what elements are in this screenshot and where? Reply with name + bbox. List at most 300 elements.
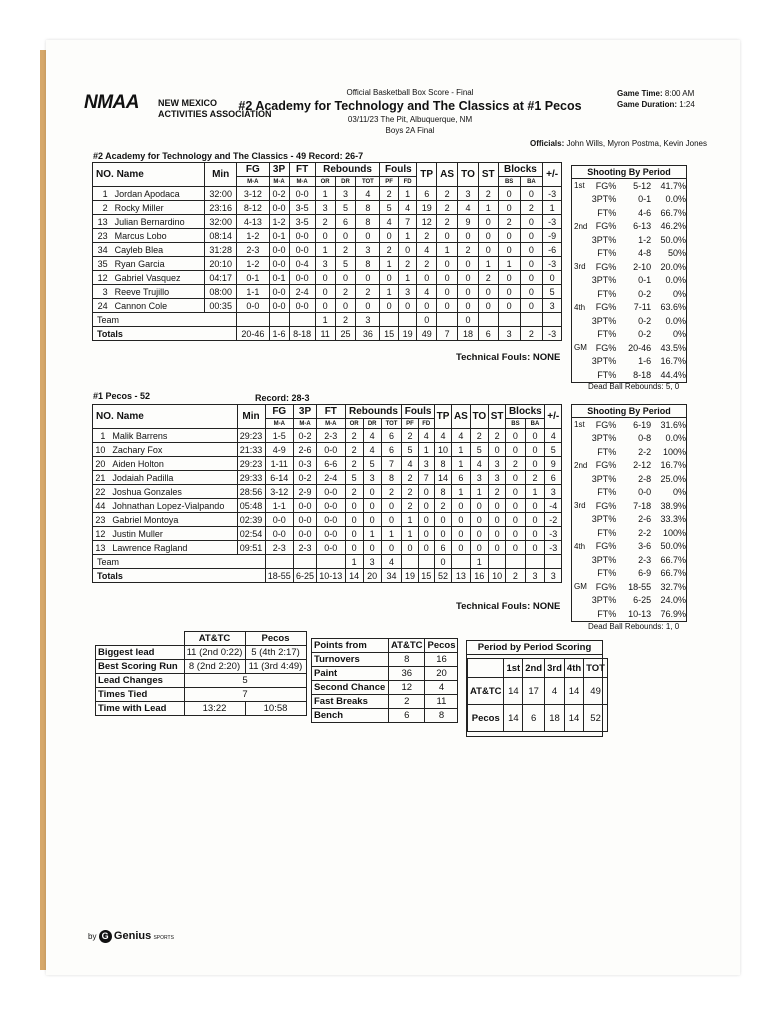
stat-dr: 0	[363, 499, 381, 513]
summary-label: Lead Changes	[96, 674, 185, 688]
stat-pm: -4	[545, 499, 562, 513]
team1-boxscore	[92, 162, 562, 341]
total-tot: 36	[356, 327, 380, 341]
col-3p: 3P	[269, 163, 289, 177]
stat-fg: 2-3	[237, 243, 269, 257]
stat-tot: 8	[381, 471, 402, 485]
period-team-name: AT&TC	[468, 678, 504, 705]
stat-pm: 3	[545, 485, 562, 499]
made-attempted: 2-8	[638, 473, 652, 484]
col-as: AS	[452, 405, 471, 429]
points-row	[312, 695, 458, 709]
empty-cell	[294, 555, 317, 569]
team1-shooting-by-period	[571, 165, 687, 383]
stat-tp3: 0-1	[269, 229, 289, 243]
stat-ba: 0	[520, 299, 543, 313]
stat-pf: 1	[380, 257, 398, 271]
made-attempted: 6-9	[638, 568, 652, 579]
col-rebounds: Rebounds	[345, 405, 402, 419]
shooting-row	[572, 274, 686, 288]
stat-type: 3PT%	[591, 595, 617, 606]
stat-as: 2	[437, 201, 458, 215]
player-number: 34	[93, 243, 111, 257]
stat-pf: 4	[380, 215, 398, 229]
stat-or: 2	[345, 429, 363, 443]
period-header: 2nd	[523, 659, 545, 678]
stat-as: 0	[437, 271, 458, 285]
stat-tp3: 2-3	[294, 541, 317, 555]
stat-bs: 0	[506, 499, 525, 513]
event-name: Boys 2A Final	[385, 126, 435, 135]
stat-ft: 0-0	[289, 271, 315, 285]
empty-cell	[506, 555, 525, 569]
stat-ft: 0-0	[317, 541, 346, 555]
stat-to: 0	[470, 527, 488, 541]
stat-as: 2	[437, 187, 458, 201]
stat-pf: 5	[402, 443, 418, 457]
stat-dr: 4	[363, 443, 381, 457]
stat-dr: 0	[335, 271, 356, 285]
points-header-row	[312, 639, 458, 653]
stat-st: 2	[488, 429, 505, 443]
total-ft: 10-13	[317, 569, 346, 583]
stat-ba: 2	[525, 471, 545, 485]
total-fg: 20-46	[237, 327, 269, 341]
made-attempted: 1-6	[638, 356, 652, 367]
col-name: NO. Name	[93, 405, 238, 429]
points-pecos: 11	[425, 695, 458, 709]
stat-fg: 0-0	[265, 527, 294, 541]
player-min: 29:33	[237, 471, 265, 485]
made-attempted: 0-2	[638, 315, 652, 326]
totals-row	[93, 569, 562, 583]
made-attempted: 7-18	[633, 500, 652, 511]
player-min: 02:39	[237, 513, 265, 527]
stat-or: 0	[345, 513, 363, 527]
stat-pf: 1	[402, 527, 418, 541]
stat-bs: 0	[498, 271, 520, 285]
summary-blank	[96, 632, 185, 646]
stat-tp3: 2-9	[294, 485, 317, 499]
stat-tot: 8	[356, 257, 380, 271]
points-attc: 8	[389, 653, 425, 667]
shooting-row	[572, 314, 686, 328]
player-name: Jordan Apodaca	[111, 187, 205, 201]
stat-bs: 0	[506, 443, 525, 457]
stat-fg: 1-5	[265, 429, 294, 443]
stat-ft: 2-3	[317, 429, 346, 443]
stat-tp3: 0-1	[269, 271, 289, 285]
summary-row	[96, 702, 307, 716]
player-min: 28:56	[237, 485, 265, 499]
stat-type: FG%	[595, 460, 617, 471]
period-score: 14	[504, 705, 523, 732]
player-number: 20	[93, 457, 109, 471]
stat-fg: 1-2	[237, 257, 269, 271]
stat-dr: 6	[335, 215, 356, 229]
stat-tot: 0	[381, 541, 402, 555]
percentage: 24.0%	[660, 595, 687, 606]
stat-fd: 1	[418, 443, 434, 457]
points-pecos: 20	[425, 667, 458, 681]
empty-cell	[488, 555, 505, 569]
made-attempted: 6-13	[633, 221, 652, 232]
stat-ba: 0	[525, 513, 545, 527]
col-name: NO. Name	[93, 163, 205, 187]
player-number: 13	[93, 215, 111, 229]
player-row	[93, 285, 562, 299]
stat-tot: 1	[381, 527, 402, 541]
stat-to: 9	[458, 215, 479, 229]
player-name: Reeve Trujillo	[111, 285, 205, 299]
stat-tp: 0	[434, 513, 451, 527]
stat-tot: 0	[381, 513, 402, 527]
stat-pf: 0	[380, 229, 398, 243]
player-name: Lawrence Ragland	[108, 541, 237, 555]
stat-tp: 8	[434, 485, 451, 499]
stat-tp: 8	[434, 457, 451, 471]
stat-as: 0	[437, 285, 458, 299]
stat-ba: 0	[520, 229, 543, 243]
total-ft: 8-18	[289, 327, 315, 341]
stat-tp3: 0-0	[269, 299, 289, 313]
stat-bs: 0	[506, 471, 525, 485]
stat-pf: 4	[402, 457, 418, 471]
percentage: 50%	[668, 248, 687, 259]
total-to: 18	[458, 327, 479, 341]
stat-ba: 0	[520, 187, 543, 201]
col-fg: FG	[237, 163, 269, 177]
stat-fd: 1	[398, 229, 417, 243]
shooting-row	[572, 459, 686, 473]
player-name: Malik Barrens	[108, 429, 237, 443]
sub-pf: PF	[380, 177, 398, 187]
stat-ba: 0	[520, 215, 543, 229]
percentage: 63.6%	[660, 302, 687, 313]
empty-cell	[380, 313, 398, 327]
stat-ft: 0-4	[289, 257, 315, 271]
points-col-attc: AT&TC	[389, 639, 425, 653]
player-name: Johnathan Lopez-Vialpando	[108, 499, 237, 513]
stat-type: FG%	[595, 261, 617, 272]
player-name: Justin Muller	[108, 527, 237, 541]
stat-ft: 0-0	[289, 187, 315, 201]
percentage: 41.7%	[660, 180, 687, 191]
stat-as: 1	[452, 485, 471, 499]
period-header-row	[468, 659, 608, 678]
sub-ma: M-A	[294, 419, 317, 429]
player-row	[93, 257, 562, 271]
stat-ba: 0	[525, 457, 545, 471]
stat-ba: 0	[520, 257, 543, 271]
period-label: 1st	[574, 181, 585, 191]
stat-as: 1	[452, 443, 471, 457]
empty-cell	[237, 313, 269, 327]
player-row	[93, 471, 562, 485]
stat-to: 0	[458, 257, 479, 271]
period-score: 17	[523, 678, 545, 705]
stat-fd: 0	[418, 485, 434, 499]
stat-as: 0	[437, 299, 458, 313]
points-rows	[312, 653, 458, 723]
period-team-row	[468, 678, 608, 705]
stat-st: 0	[488, 499, 505, 513]
stat-fg: 4-9	[265, 443, 294, 457]
team2-record: Record: 28-3	[255, 393, 310, 403]
player-min: 21:33	[237, 443, 265, 457]
player-min: 20:10	[205, 257, 237, 271]
empty-cell	[545, 555, 562, 569]
made-attempted: 0-0	[638, 487, 652, 498]
shooting-row	[572, 607, 686, 621]
stat-pm: 4	[545, 429, 562, 443]
player-number: 24	[93, 299, 111, 313]
stat-pm: -6	[543, 243, 562, 257]
summary-row	[96, 660, 307, 674]
period-score: 49	[584, 678, 608, 705]
stat-pm: -3	[543, 257, 562, 271]
stat-tp: 0	[434, 527, 451, 541]
points-attc: 12	[389, 681, 425, 695]
sub-ma: M-A	[317, 419, 346, 429]
total-as: 7	[437, 327, 458, 341]
stat-ft: 0-0	[317, 485, 346, 499]
player-name: Julian Bernardino	[111, 215, 205, 229]
shooting-row	[572, 580, 686, 594]
made-attempted: 0-2	[638, 329, 652, 340]
stat-type: FT%	[597, 568, 617, 579]
stat-ba: 0	[525, 443, 545, 457]
points-col-pecos: Pecos	[425, 639, 458, 653]
stat-tot: 4	[356, 187, 380, 201]
summary-attc: 11 (2nd 0:22)	[184, 646, 245, 660]
player-number: 12	[93, 527, 109, 541]
stat-bs: 0	[506, 527, 525, 541]
stat-st: 0	[478, 215, 498, 229]
stat-type: FT%	[597, 608, 617, 619]
percentage: 0.0%	[665, 194, 687, 205]
made-attempted: 2-12	[633, 460, 652, 471]
stat-ft: 0-0	[289, 229, 315, 243]
player-row	[93, 541, 562, 555]
period-scoring-box	[466, 640, 603, 737]
stat-tot: 0	[356, 299, 380, 313]
total-fd: 19	[398, 327, 417, 341]
stat-as: 0	[452, 527, 471, 541]
col-rebounds: Rebounds	[315, 163, 380, 177]
stat-dr: 0	[363, 513, 381, 527]
stat-st: 0	[478, 229, 498, 243]
percentage: 33.3%	[660, 514, 687, 525]
percentage: 76.9%	[660, 608, 687, 619]
points-attc: 6	[389, 709, 425, 723]
summary-attc: 8 (2nd 2:20)	[184, 660, 245, 674]
stat-bs: 0	[498, 229, 520, 243]
stat-or: 0	[315, 285, 335, 299]
percentage: 66.7%	[660, 554, 687, 565]
stat-or: 0	[315, 229, 335, 243]
game-duration: Game Duration: 1:24	[617, 100, 695, 109]
stat-type: FG%	[595, 221, 617, 232]
stat-bs: 0	[498, 187, 520, 201]
stat-type: FT%	[597, 329, 617, 340]
player-number: 35	[93, 257, 111, 271]
col-to: TO	[458, 163, 479, 187]
col-to: TO	[470, 405, 488, 429]
empty-cell	[269, 313, 289, 327]
player-name: Zachary Fox	[108, 443, 237, 457]
stat-dr: 3	[363, 471, 381, 485]
percentage: 46.2%	[660, 221, 687, 232]
stat-to: 0	[458, 299, 479, 313]
stat-pf: 0	[380, 271, 398, 285]
stat-type: FG%	[595, 302, 617, 313]
shooting-row	[572, 594, 686, 608]
stat-ft: 0-0	[317, 527, 346, 541]
stat-st: 0	[478, 243, 498, 257]
summary-col-pecos: Pecos	[245, 632, 306, 646]
stat-as: 0	[452, 541, 471, 555]
team2-boxscore	[92, 404, 562, 583]
stat-or: 0	[345, 499, 363, 513]
stat-fg: 6-14	[265, 471, 294, 485]
stat-tp3: 0-0	[269, 243, 289, 257]
made-attempted: 0-1	[638, 194, 652, 205]
player-number: 12	[93, 271, 111, 285]
stat-pm: -9	[543, 229, 562, 243]
percentage: 32.7%	[660, 581, 687, 592]
sub-dr: DR	[335, 177, 356, 187]
shooting-row	[572, 233, 686, 247]
stat-tot: 2	[381, 485, 402, 499]
stat-pm: 0	[543, 271, 562, 285]
period-label: 2nd	[574, 221, 588, 231]
col-st: ST	[488, 405, 505, 429]
stat-type: FT%	[597, 288, 617, 299]
stat-fd: 0	[418, 499, 434, 513]
stat-ft: 0-0	[289, 243, 315, 257]
stat-tp: 4	[417, 285, 437, 299]
stat-tot: 7	[381, 457, 402, 471]
stat-tp: 10	[434, 443, 451, 457]
stat-type: 3PT%	[591, 514, 617, 525]
summary-header-row	[96, 632, 307, 646]
sub-fd: FD	[418, 419, 434, 429]
player-row	[93, 457, 562, 471]
stat-fg: 3-12	[265, 485, 294, 499]
stat-fd: 3	[418, 457, 434, 471]
stat-tp: 6	[417, 187, 437, 201]
period-team-name: Pecos	[468, 705, 504, 732]
player-name: Marcus Lobo	[111, 229, 205, 243]
empty-cell	[398, 313, 417, 327]
stat-tp3: 0-0	[294, 499, 317, 513]
team-tot: 4	[381, 555, 402, 569]
team-or: 1	[345, 555, 363, 569]
percentage: 38.9%	[660, 500, 687, 511]
stat-pm: -3	[545, 541, 562, 555]
date-venue: 03/11/23 The Pit, Albuquerque, NM	[347, 115, 473, 124]
summary-row	[96, 674, 307, 688]
stat-to: 0	[458, 285, 479, 299]
doc-title: Official Basketball Box Score - Final	[346, 88, 474, 97]
shooting-row	[572, 445, 686, 459]
stat-fg: 0-0	[237, 299, 269, 313]
sub-tot: TOT	[356, 177, 380, 187]
stat-ba: 0	[525, 499, 545, 513]
stat-pm: -2	[545, 513, 562, 527]
stat-st: 0	[478, 285, 498, 299]
stat-tp3: 0-0	[294, 513, 317, 527]
shooting-row	[572, 499, 686, 513]
percentage: 16.7%	[660, 356, 687, 367]
total-bs: 2	[506, 569, 525, 583]
player-row	[93, 271, 562, 285]
percentage: 0%	[673, 487, 687, 498]
points-from-table	[311, 638, 458, 723]
points-attc: 36	[389, 667, 425, 681]
player-row	[93, 243, 562, 257]
col-fouls: Fouls	[380, 163, 417, 177]
stat-or: 1	[315, 243, 335, 257]
summary-pecos: 10:58	[245, 702, 306, 716]
stat-fd: 4	[398, 201, 417, 215]
col-fg: FG	[265, 405, 294, 419]
stat-tot: 0	[356, 229, 380, 243]
stat-tp3: 1-2	[269, 215, 289, 229]
team-tp: 0	[417, 313, 437, 327]
stat-tp3: 0-2	[269, 187, 289, 201]
player-row	[93, 513, 562, 527]
shooting-row	[572, 193, 686, 207]
stat-to: 3	[458, 187, 479, 201]
stat-tp: 2	[417, 229, 437, 243]
shooting-row	[572, 486, 686, 500]
stat-type: FT%	[597, 207, 617, 218]
team-row	[93, 313, 562, 327]
made-attempted: 6-25	[633, 595, 652, 606]
points-label: Second Chance	[312, 681, 389, 695]
shooting-row	[572, 220, 686, 234]
stat-fg: 1-1	[265, 499, 294, 513]
sub-ba: BA	[525, 419, 545, 429]
points-pecos: 4	[425, 681, 458, 695]
player-number: 23	[93, 513, 109, 527]
stat-tp3: 0-0	[269, 285, 289, 299]
stat-to: 2	[470, 429, 488, 443]
stat-or: 3	[315, 201, 335, 215]
footer-brand	[88, 930, 174, 943]
matchup-title: #2 Academy for Technology and The Classics at #1 Pecos	[238, 99, 582, 113]
stat-st: 3	[488, 471, 505, 485]
stat-ba: 0	[520, 243, 543, 257]
percentage: 25.0%	[660, 473, 687, 484]
stat-to: 0	[458, 229, 479, 243]
stat-st: 0	[488, 513, 505, 527]
stat-pf: 2	[402, 499, 418, 513]
player-name: Ryan Garcia	[111, 257, 205, 271]
col-min: Min	[237, 405, 265, 429]
stat-fg: 2-3	[265, 541, 294, 555]
col-blocks: Blocks	[506, 405, 545, 419]
period-score: 14	[564, 705, 583, 732]
empty-cell	[478, 313, 498, 327]
player-min: 02:54	[237, 527, 265, 541]
team1-players	[93, 187, 562, 341]
total-pm: 3	[545, 569, 562, 583]
stat-type: 3PT%	[591, 473, 617, 484]
stat-dr: 0	[363, 541, 381, 555]
